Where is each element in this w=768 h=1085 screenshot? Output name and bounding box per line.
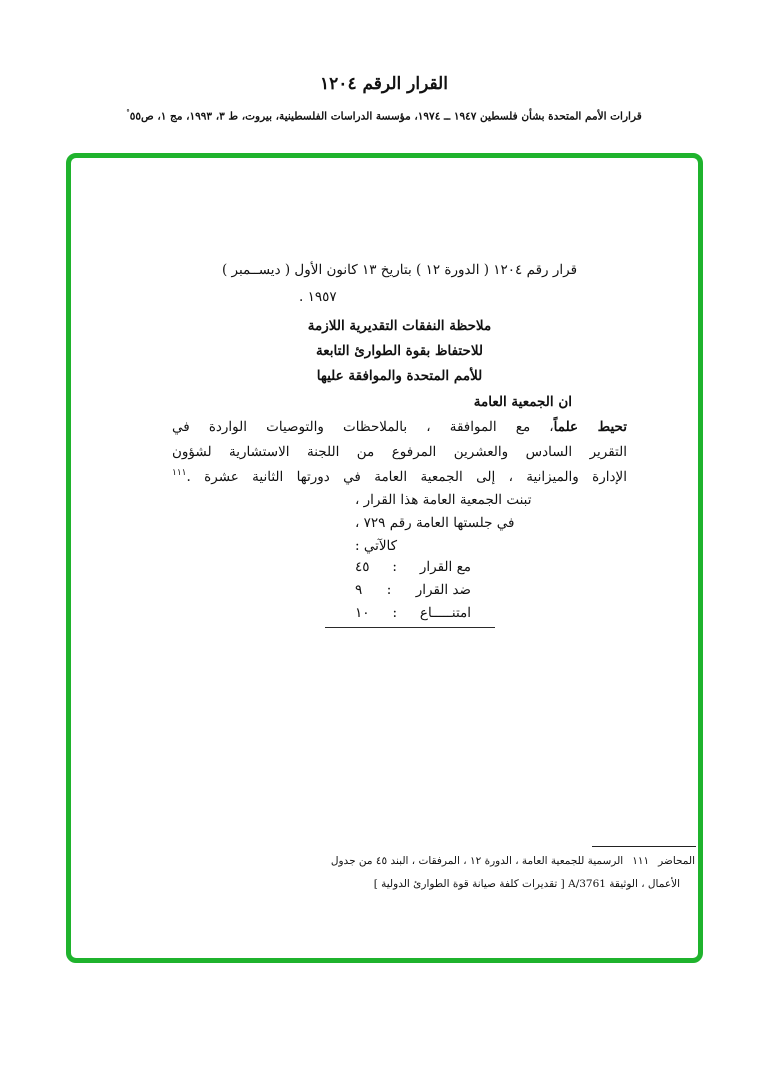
resolution-heading-line2: ١٩٥٧ . [299,289,337,305]
citation-text: قرارات الأمم المتحدة بشأن فلسطين ١٩٤٧ ــ ١٩٧٤، مؤسسة الدراسات الفلسطينية، بيروت، ط ٣، ١٩٩٣، مج ١، ص٥٥ [129,110,642,123]
body-line-1-rest: ، مع الموافقة ، بالملاحظات والتوصيات الواردة في [172,419,554,435]
vote-for-value: ٤٥ [355,559,370,575]
adoption-line-2: في جلستها العامة رقم ٧٢٩ ، [355,515,515,531]
resolution-heading-line1: قرار رقم ١٢٠٤ ( الدورة ١٢ ) بتاريخ ١٣ كانون الأول ( ديســمبر ) [221,262,578,278]
footnote-line-1 [331,855,695,867]
vote-abstain-sep: : [392,605,397,621]
citation-footnote-mark: ° [126,108,130,117]
footnote-separator [592,846,696,847]
vote-row-against [355,582,471,598]
vote-abstain-value: ١٠ [355,605,370,621]
body-line-3-text: الإدارة والميزانية ، إلى الجمعية العامة في دورتها الثانية عشرة . [186,469,627,485]
adoption-line-3: كالآتي : [355,538,398,554]
preamble: ان الجمعية العامة [473,394,572,410]
footnote-lead-word: المحاضر [658,855,695,867]
vote-abstain-label: امتنـــــاع [419,605,471,621]
vote-against-sep: : [386,582,392,598]
footnote-number: ١١١ [632,855,650,867]
vote-row-abstain [355,605,471,621]
body-line-2: التقرير السادس والعشرين المرفوع من اللجنة الاستشارية لشؤون [172,444,627,460]
subject-line-1: ملاحظة النفقات التقديرية اللازمة [307,318,492,334]
resolution-frame [66,153,703,963]
body-footnote-ref: ١١١ [172,468,187,478]
footnote-line-2: الأعمال ، الوثيقة A/3761 [ تقديرات كلفة صيانة قوة الطوارئ الدولية ] [373,878,680,890]
vote-against-label: ضد القرار [415,582,471,598]
vote-for-sep: : [392,559,397,575]
vote-underline [325,627,495,628]
body-line-3 [172,468,627,485]
subject-line-3: للأمم المتحدة والموافقة عليها [316,368,483,384]
vote-against-value: ٩ [355,582,363,598]
footnote-line-1-text: الرسمية للجمعية العامة ، الدورة ١٢ ، المرفقات ، البند ٤٥ من جدول [330,855,624,867]
body-lead: تحيط علماً [553,419,627,435]
citation-line [0,108,768,123]
page-title: القرار الرقم ١٢٠٤ [320,74,448,94]
subject-line-2: للاحتفاظ بقوة الطوارئ التابعة [315,343,484,359]
body-line-1 [172,419,627,435]
adoption-line-1: تبنت الجمعية العامة هذا القرار ، [355,492,532,508]
vote-for-label: مع القرار [419,559,471,575]
vote-row-for [355,559,471,575]
